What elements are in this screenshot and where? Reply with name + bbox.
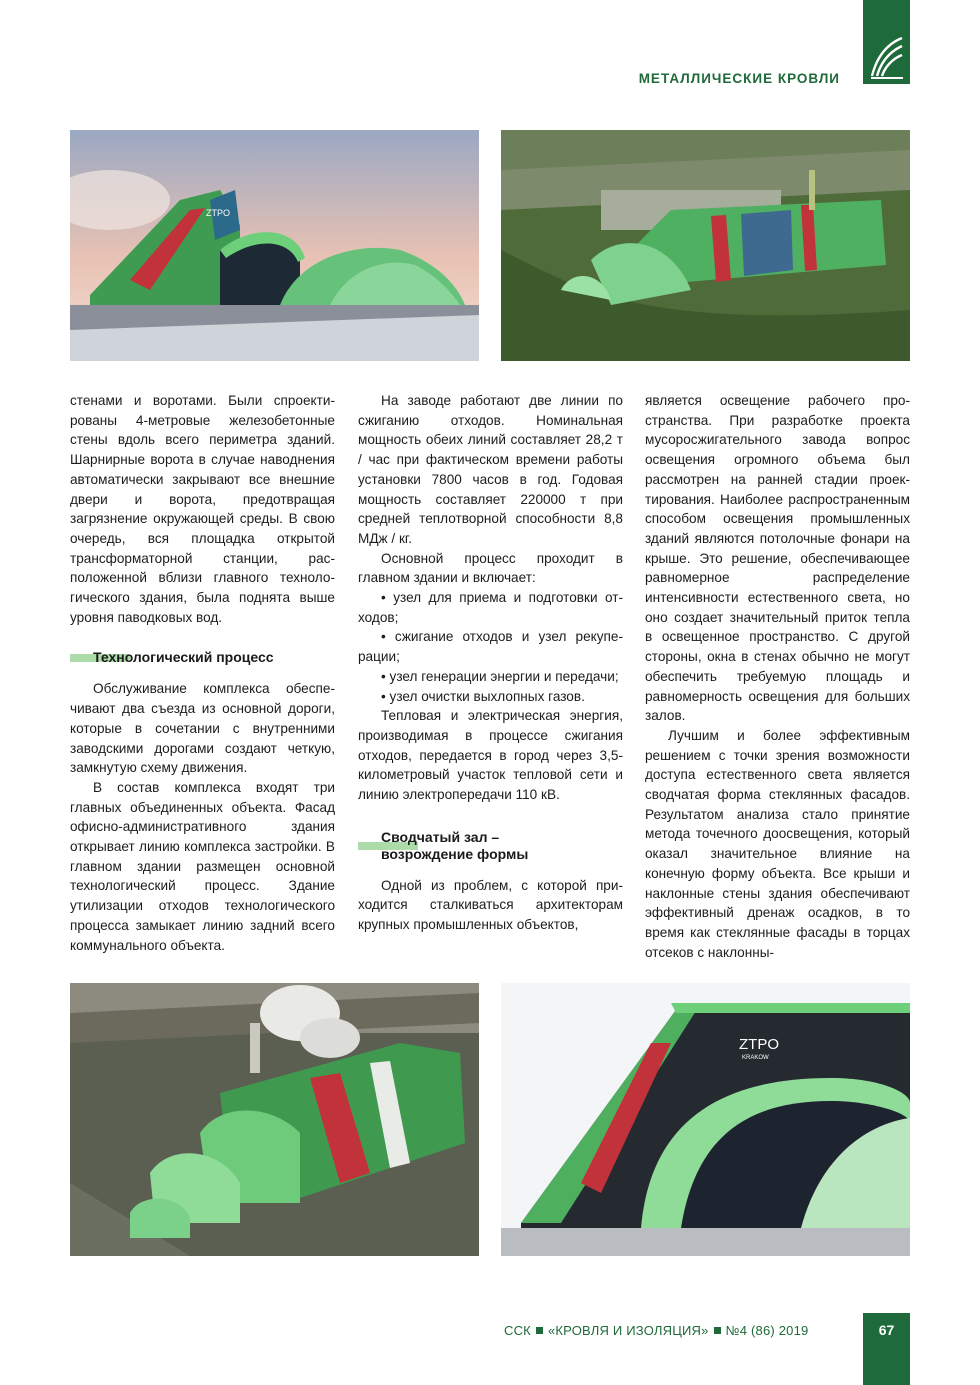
photo-bottom-right: [501, 983, 910, 1256]
bullet-item: • сжигание отходов и узел рекуперации;: [358, 629, 623, 665]
sign-text-top-left: ZTPO: [206, 208, 230, 218]
paragraph: стенами и воротами. Были спроектированы 4-метровые железобетонные стены вдоль всего периметра зданий. Шарнирные ворота в случае наводнения автоматически закрывают все внешние двери и ворота, предотвращая загрязнение окружающей среды. В свою очередь, вся площадка открытой трансформаторной станции, расположенной вблизи главного технологического здания, была поднята выше уровня паводковых вод.: [70, 393, 335, 625]
paragraph: Лучшим и более эффективным решением с точки зрения возможности доступа естественного света является сводчатая форма стеклянных фасадов. Результатом анализа стало принятие метода точечного доосвещения, который оказал значительное влияние на конечную форму объекта. Все крыши и наклонные стены здания обеспечивают эффективный дренаж осадков, в то время как стеклянные фасады в торцах отсеков с наклонны-: [645, 727, 910, 960]
page-number: 67: [863, 1313, 910, 1385]
paragraph: Обслуживание комплекса обеспечивают два съезда из основной дороги, которые в сочетании с внутренними заводскими дорогами создают четкую, замкнутую схему движения.: [70, 681, 335, 776]
bullet-item: • узел очистки выхлопных газов.: [381, 688, 585, 704]
separator-square-icon: [536, 1327, 543, 1334]
section-title: МЕТАЛЛИЧЕСКИЕ КРОВЛИ: [638, 71, 840, 86]
footer-credits: ССК «КРОВЛЯ И ИЗОЛЯЦИЯ» №4 (86) 2019: [504, 1323, 809, 1338]
photo-top-left: [70, 130, 479, 361]
paragraph: В состав комплекса входят три главных объединенных объекта. Фасад офисно-административного здания открывает линию комплекса застройки. В главном здании размещен основной технологический процесс. Здание утилизации отходов технологического процесса замыкает линию задний всего коммунального объекта.: [70, 779, 335, 953]
building-sign-subtext: KRAKOW: [742, 1055, 769, 1061]
bullet-item: • узел для приема и подготовки отходов;: [358, 590, 623, 625]
building-sign-text: ZTPO: [739, 1036, 779, 1053]
subheading-technological-process: Технологический процесс: [70, 649, 335, 666]
text-column-1: [70, 391, 335, 955]
paragraph: Тепловая и электрическая энергия, производимая в процессе сжигания отходов, передается в город через 3,5-километровый участок тепловой сети и линию электропередачи 110 кВ.: [358, 708, 623, 803]
photo-bottom-left: [70, 983, 479, 1256]
leaf-logo-icon: [869, 36, 905, 80]
separator-square-icon: [714, 1327, 721, 1334]
logo-tab: [863, 0, 910, 84]
photo-top-right: [501, 130, 910, 361]
paragraph: На заводе работают две линии по сжиганию отходов. Номинальная мощность обеих линий составляет 28,2 т / час при фактическом времени работы установки 7800 часов в год. Годовая мощность составляет 220000 т при средней теплотворной способности 8,8 МДж / кг.: [358, 393, 623, 546]
text-column-3: [645, 391, 910, 962]
paragraph: Основной процесс проходит в главном здании и включает:: [358, 550, 623, 586]
subheading-vaulted-hall: Сводчатый зал – возрождение формы: [358, 829, 623, 863]
paragraph: является освещение рабочего пространства. При разработке проекта мусоросжигательного завода вопрос освещения огромного объема был рассмотрен на ранней стадии проектирования. Наиболее распространенным способом освещения промышленных зданий являются потолочные фонари на крыше. Это решение, обеспечивающее равномерное распределение интенсивности естественного света, но оно создает значительный приток тепла в освещенное пространство. С другой стороны, окна в стенах обычно не могут обеспечить требуемую площадь и равномерность освещения для больших залов.: [645, 393, 910, 724]
bullet-item: • узел генерации энергии и передачи;: [381, 668, 619, 684]
text-column-2: [358, 391, 623, 935]
paragraph: Одной из проблем, с которой приходится сталкиваться архитекторам крупных промышленных объектов,: [358, 877, 623, 933]
